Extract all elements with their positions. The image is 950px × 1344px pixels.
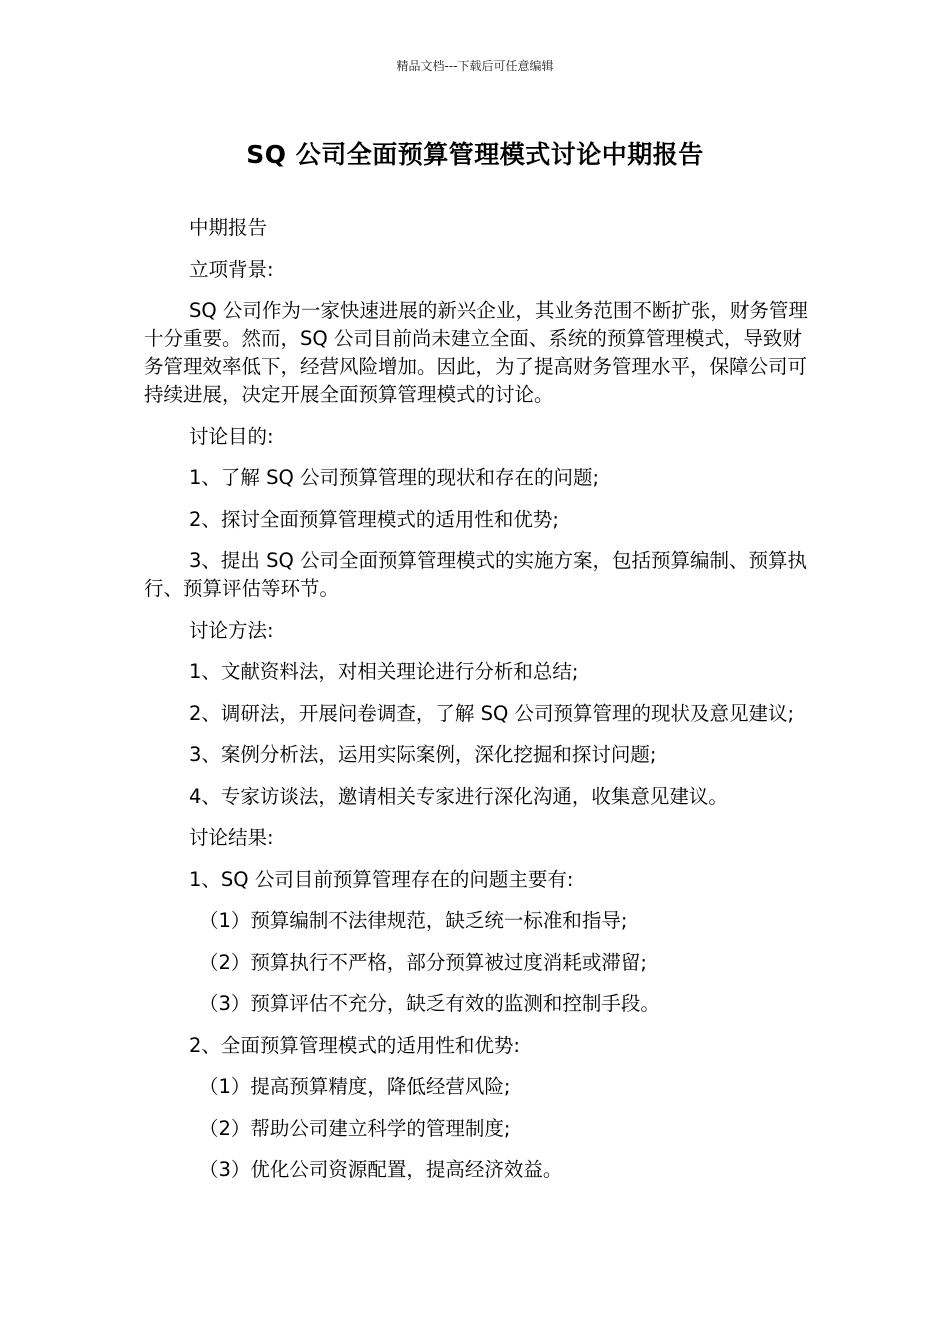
list-item-purpose-3: 3、提出 SQ 公司全面预算管理模式的实施方案，包括预算编制、预算执行、预算评估等环节。 xyxy=(144,549,808,600)
document-title: SQ 公司全面预算管理模式讨论中期报告 xyxy=(246,140,704,169)
sub-item-problem-2: （2）预算执行不严格，部分预算被过度消耗或滞留; xyxy=(199,950,647,974)
section-heading-background: 立项背景: xyxy=(189,257,274,281)
paragraph-background: SQ 公司作为一家快速进展的新兴企业，其业务范围不断扩张，财务管理十分重要。然而，SQ 公司目前尚未建立全面、系统的预算管理模式，导致财务管理效率低下，经营风险增加。因此，为了提高财务管理水平，保障公司可持续进展，决定开展全面预算管理模式的讨论。 xyxy=(144,299,808,406)
list-item-method-1: 1、文献资料法，对相关理论进行分析和总结; xyxy=(189,660,579,683)
document-body xyxy=(144,214,814,1198)
sub-item-problem-3: （3）预算评估不充分，缺乏有效的监测和控制手段。 xyxy=(199,992,660,1015)
sub-item-problem-1: （1）预算编制不法律规范，缺乏统一标准和指导; xyxy=(199,909,628,932)
page-header: 精品文档---下载后可任意编辑 xyxy=(396,59,554,73)
section-heading-results: 讨论结果: xyxy=(189,826,274,849)
list-item-purpose-1: 1、了解 SQ 公司预算管理的现状和存在的问题; xyxy=(189,466,600,489)
list-item-method-2: 2、调研法，开展问卷调查，了解 SQ 公司预算管理的现状及意见建议; xyxy=(189,701,795,725)
list-item-result-2: 2、全面预算管理模式的适用性和优势: xyxy=(189,1033,520,1057)
section-heading-purpose: 讨论目的: xyxy=(189,424,274,448)
list-item-method-4: 4、专家访谈法，邀请相关专家进行深化沟通，收集意见建议。 xyxy=(189,784,728,808)
sub-item-advantage-1: （1）提高预算精度，降低经营风险; xyxy=(199,1075,511,1098)
list-item-purpose-2: 2、探讨全面预算管理模式的适用性和优势; xyxy=(189,507,559,531)
section-heading-midterm: 中期报告 xyxy=(189,216,268,239)
list-item-method-3: 3、案例分析法，运用实际案例，深化挖掘和探讨问题; xyxy=(189,743,657,766)
sub-item-advantage-2: （2）帮助公司建立科学的管理制度; xyxy=(199,1116,511,1140)
list-item-result-1: 1、SQ 公司目前预算管理存在的问题主要有: xyxy=(189,867,574,891)
section-heading-methods: 讨论方法: xyxy=(189,618,274,642)
sub-item-advantage-3: （3）优化公司资源配置，提高经济效益。 xyxy=(199,1158,563,1181)
